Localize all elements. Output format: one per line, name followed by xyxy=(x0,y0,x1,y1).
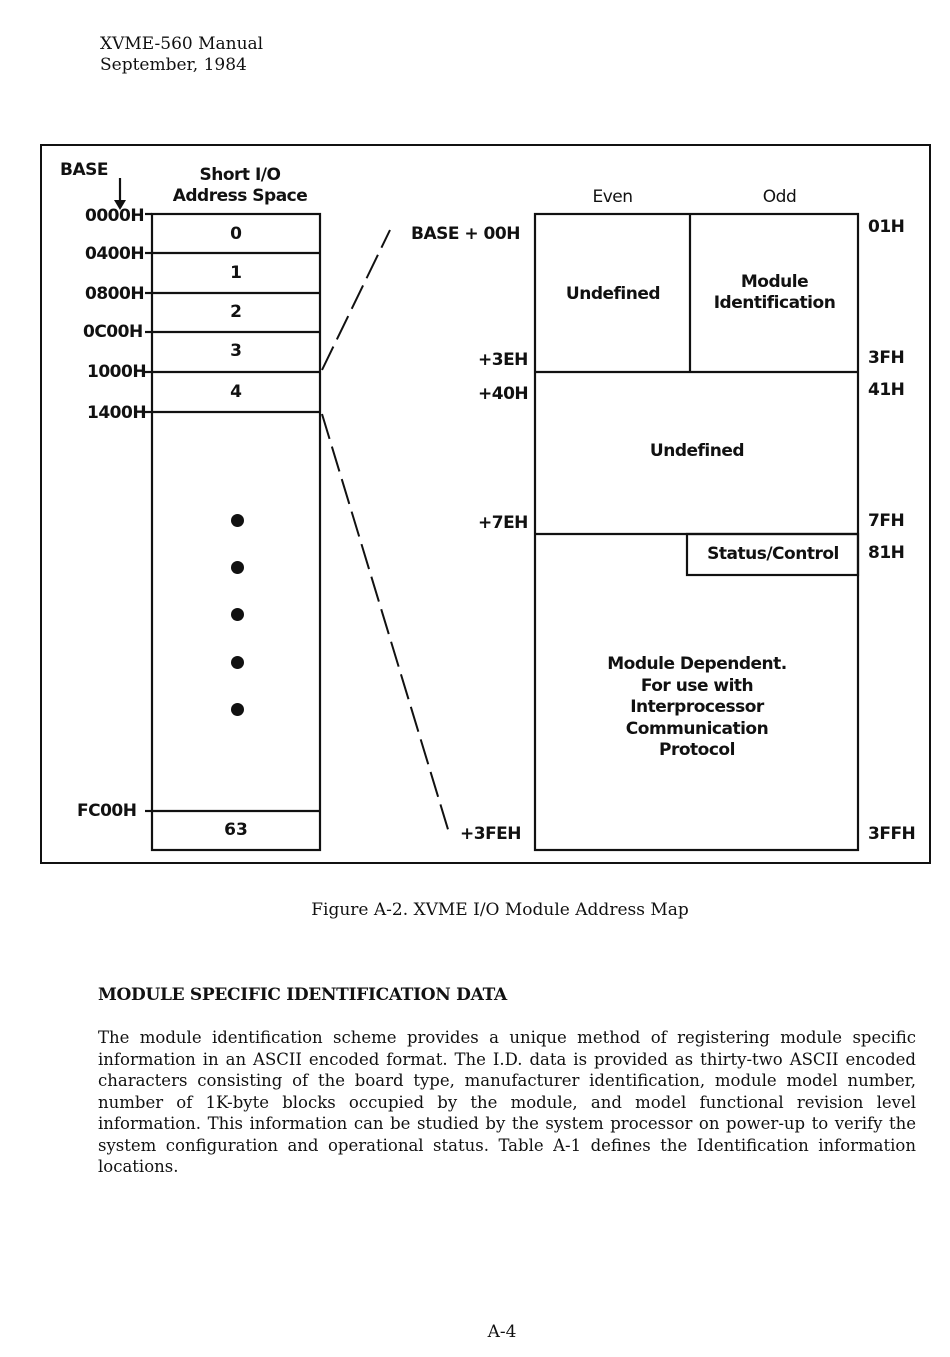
slot-label: 4 xyxy=(230,382,242,402)
body-paragraph: The module identification scheme provides a unique method of registering module specific information in an ASCII encoded format. The I.D. data is provided as thirty-two ASCII encoded characters consisting of the board type, manufacturer identification, module model number, number of 1K-byte blocks occupied by the module, and model functional revision level information. This information can be studied by the system processor on power-up to verify the system configuration and operational status. Table A-1 defines the Identification information locations. xyxy=(98,1028,916,1176)
module-dependent-line: Communication xyxy=(625,718,769,739)
offset-label: BASE + 00H xyxy=(411,224,520,244)
address-label: 0000H xyxy=(85,206,145,226)
address-label: 1000H xyxy=(87,362,147,382)
odd-address-label: 7FH xyxy=(868,511,905,531)
address-label: 1400H xyxy=(87,403,147,423)
slot-label: 3 xyxy=(230,341,242,361)
odd-column-header: Odd xyxy=(762,187,797,207)
slot-label: 0 xyxy=(230,224,242,244)
module-dependent-line: Protocol xyxy=(659,740,735,760)
short-io-title-line2: Address Space xyxy=(172,186,308,206)
module-id-line1: Module xyxy=(740,272,809,292)
module-dependent-line: Module Dependent. xyxy=(607,654,787,674)
base-label: BASE xyxy=(60,160,108,180)
ellipsis-dot xyxy=(231,514,244,527)
short-io-title xyxy=(165,165,315,207)
address-label: FC00H xyxy=(77,801,137,821)
offset-label: +40H xyxy=(478,384,529,404)
section-heading: MODULE SPECIFIC IDENTIFICATION DATA xyxy=(98,985,507,1005)
address-label: 0400H xyxy=(85,244,145,264)
status-control-label: Status/Control xyxy=(707,544,839,564)
manual-title: XVME-560 Manual xyxy=(100,34,264,54)
ellipsis-dot xyxy=(231,656,244,669)
undefined-even-cell: Undefined xyxy=(565,284,661,304)
offset-label: +7EH xyxy=(478,513,528,533)
undefined-middle-cell: Undefined xyxy=(649,441,745,461)
offset-label: +3EH xyxy=(478,350,528,370)
module-identification-cell xyxy=(692,272,857,314)
ellipsis-dot xyxy=(231,561,244,574)
slot-label: 1 xyxy=(230,263,242,283)
module-dependent-line: Interprocessor xyxy=(630,697,764,717)
odd-address-label: 3FH xyxy=(868,348,905,368)
address-label: 0C00H xyxy=(83,322,143,342)
even-column-header: Even xyxy=(592,187,633,207)
odd-address-label: 41H xyxy=(868,380,905,400)
ellipsis-dot xyxy=(231,608,244,621)
offset-label: +3FEH xyxy=(460,824,522,844)
odd-address-label: 01H xyxy=(868,217,905,237)
odd-address-label: 81H xyxy=(868,543,905,563)
ellipsis-dot xyxy=(231,703,244,716)
slot-label: 63 xyxy=(224,820,248,840)
odd-address-label: 3FFH xyxy=(868,824,916,844)
figure-caption: Figure A-2. XVME I/O Module Address Map xyxy=(311,900,689,920)
manual-date: September, 1984 xyxy=(100,55,247,75)
module-dependent-line: For use with xyxy=(640,675,754,696)
address-label: 0800H xyxy=(85,284,145,304)
short-io-title-line1: Short I/O xyxy=(199,165,281,185)
slot-label: 2 xyxy=(230,302,242,322)
page-number: A-4 xyxy=(487,1322,517,1342)
module-dependent-cell xyxy=(537,654,857,762)
module-id-line2: Identification xyxy=(713,293,836,313)
